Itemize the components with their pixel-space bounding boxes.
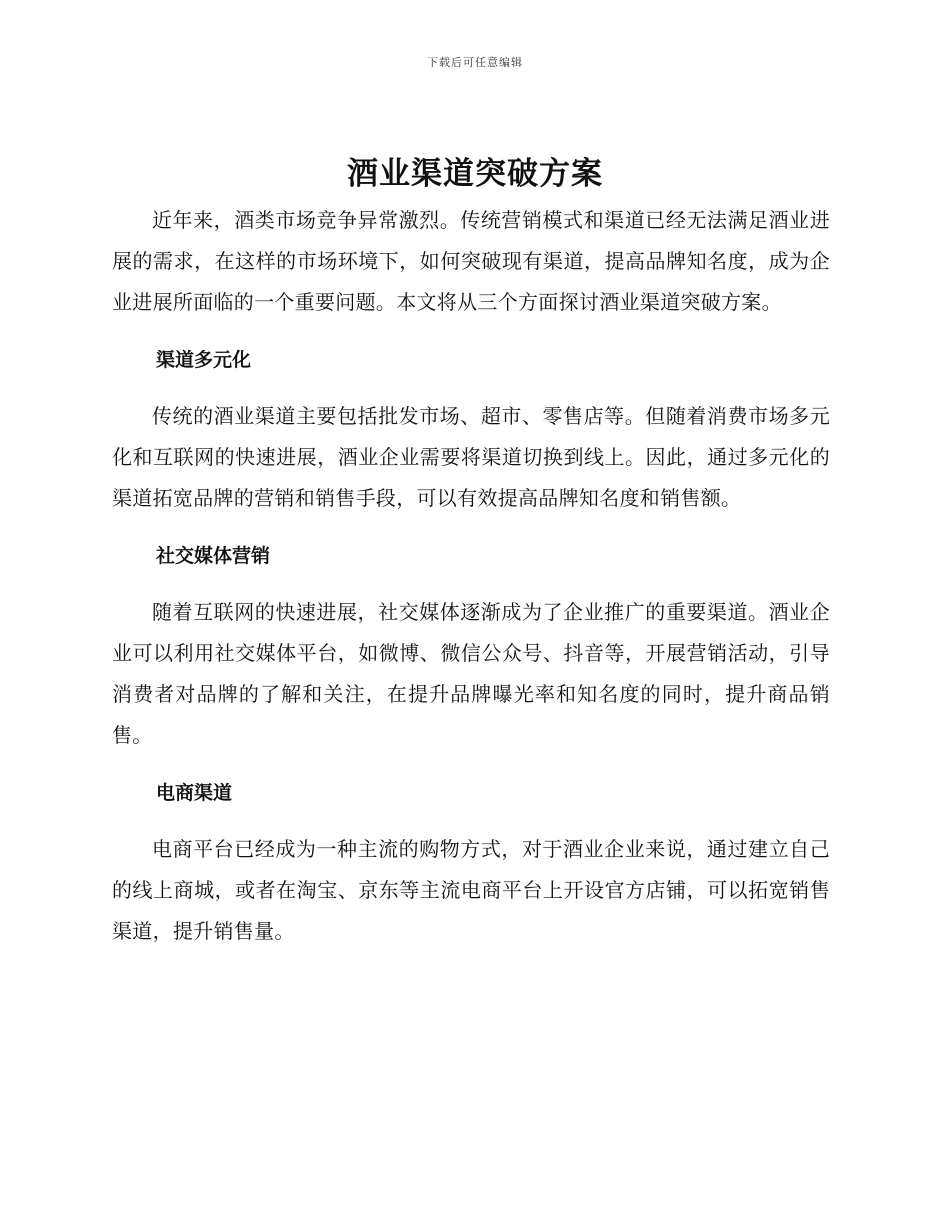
section-body-social-media-marketing: 随着互联网的快速进展，社交媒体逐渐成为了企业推广的重要渠道。酒业企业可以利用社交媒体平台，如微博、微信公众号、抖音等，开展营销活动，引导消费者对品牌的了解和关注，在提升品牌曝光率和知名度的同时，提升商品销售。 <box>112 600 830 747</box>
intro-paragraph: 近年来，酒类市场竞争异常激烈。传统营销模式和渠道已经无法满足酒业进展的需求，在这样的市场环境下，如何突破现有渠道，提高品牌知名度，成为企业进展所面临的一个重要问题。本文将从三个方面探讨酒业渠道突破方案。 <box>112 208 830 314</box>
document-body <box>112 200 830 952</box>
section-heading-social-media-marketing: 社交媒体营销 <box>156 545 271 567</box>
section-heading-ecommerce-channel: 电商渠道 <box>156 782 233 804</box>
document-title: 酒业渠道突破方案 <box>347 156 603 192</box>
section-body-ecommerce-channel: 电商平台已经成为一种主流的购物方式，对于酒业企业来说，通过建立自己的线上商城，或者在淘宝、京东等主流电商平台上开设官方店铺，可以拓宽销售渠道，提升销售量。 <box>112 837 830 943</box>
section-body-channel-diversification: 传统的酒业渠道主要包括批发市场、超市、零售店等。但随着消费市场多元化和互联网的快速进展，酒业企业需要将渠道切换到线上。因此，通过多元化的渠道拓宽品牌的营销和销售手段，可以有效提高品牌知名度和销售额。 <box>112 404 830 510</box>
header-note: 下载后可任意编辑 <box>427 56 523 69</box>
section-heading-channel-diversification: 渠道多元化 <box>156 349 252 371</box>
